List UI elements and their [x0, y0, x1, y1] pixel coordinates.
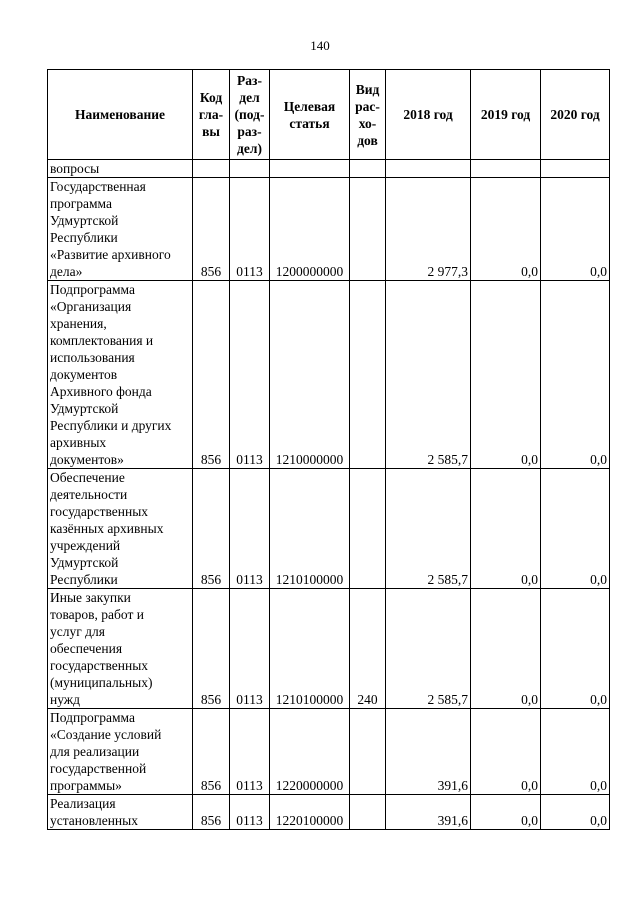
row-name-line: документов — [50, 367, 118, 382]
amount-2018-cell: 2 977,3 — [386, 178, 471, 281]
row-name-cell — [48, 589, 193, 709]
row-name-line: дела» — [50, 264, 83, 279]
amount-2019-cell: 0,0 — [471, 589, 541, 709]
row-name-cell — [48, 709, 193, 795]
table-body — [48, 160, 610, 830]
row-name-line: Реализация — [50, 796, 116, 811]
header-section: Раз- дел (под- раз- дел) — [230, 70, 270, 160]
row-name-line: «Создание условий — [50, 727, 162, 742]
row-name-line: Обеспечение — [50, 470, 125, 485]
row-name-line: комплектования и — [50, 333, 154, 348]
row-name-line: государственных — [50, 658, 149, 673]
row-name-line: Удмуртской — [50, 555, 119, 570]
row-name-line: вопросы — [50, 161, 100, 176]
chapter-code-cell: 856 — [193, 795, 230, 830]
row-name-line: Подпрограмма — [50, 710, 135, 725]
amount-2018-cell: 2 585,7 — [386, 589, 471, 709]
target-item-cell: 1220000000 — [270, 709, 350, 795]
amount-2019-cell: 0,0 — [471, 178, 541, 281]
row-name-line: Государственная — [50, 179, 146, 194]
amount-2018-cell: 391,6 — [386, 795, 471, 830]
amount-2020-cell: 0,0 — [541, 281, 610, 469]
row-name-line: архивных — [50, 435, 107, 450]
row-name-line: казённых архивных — [50, 521, 164, 536]
section-cell: 0113 — [230, 589, 270, 709]
section-cell: 0113 — [230, 795, 270, 830]
expense-type-cell — [350, 709, 386, 795]
chapter-code-cell: 856 — [193, 709, 230, 795]
amount-2020-cell: 0,0 — [541, 795, 610, 830]
section-cell: 0113 — [230, 709, 270, 795]
target-item-cell: 1210100000 — [270, 469, 350, 589]
row-name-cell — [48, 469, 193, 589]
amount-2018-cell: 391,6 — [386, 709, 471, 795]
row-name-line: программа — [50, 196, 112, 211]
table-row — [48, 160, 610, 178]
expense-type-cell — [350, 160, 386, 178]
table-row — [48, 795, 610, 830]
row-name-line: (муниципальных) — [50, 675, 153, 690]
table-row — [48, 178, 610, 281]
chapter-code-cell: 856 — [193, 589, 230, 709]
row-name-line: Подпрограмма — [50, 282, 135, 297]
header-target-item: Целевая статья — [270, 70, 350, 160]
amount-2018-cell — [386, 160, 471, 178]
row-name-line: Удмуртской — [50, 213, 119, 228]
row-name-line: государственных — [50, 504, 149, 519]
header-name: Наименование — [48, 70, 193, 160]
header-2018: 2018 год — [386, 70, 471, 160]
amount-2019-cell: 0,0 — [471, 795, 541, 830]
expense-type-cell — [350, 795, 386, 830]
amount-2018-cell: 2 585,7 — [386, 469, 471, 589]
header-2019: 2019 год — [471, 70, 541, 160]
row-name-line: учреждений — [50, 538, 121, 553]
section-cell: 0113 — [230, 281, 270, 469]
row-name-cell — [48, 160, 193, 178]
chapter-code-cell: 856 — [193, 469, 230, 589]
target-item-cell — [270, 160, 350, 178]
row-name-line: обеспечения — [50, 641, 123, 656]
expense-type-cell — [350, 281, 386, 469]
chapter-code-cell: 856 — [193, 281, 230, 469]
section-cell: 0113 — [230, 178, 270, 281]
row-name-cell — [48, 178, 193, 281]
target-item-cell: 1210000000 — [270, 281, 350, 469]
expense-type-cell — [350, 178, 386, 281]
table-row — [48, 589, 610, 709]
row-name-line: Иные закупки — [50, 590, 131, 605]
section-cell: 0113 — [230, 469, 270, 589]
header-2020: 2020 год — [541, 70, 610, 160]
row-name-line: Республики — [50, 572, 118, 587]
row-name-line: Республики и других — [50, 418, 172, 433]
row-name-line: Архивного фонда — [50, 384, 152, 399]
row-name-line: «Организация — [50, 299, 132, 314]
header-chapter-code: Код гла- вы — [193, 70, 230, 160]
chapter-code-cell — [193, 160, 230, 178]
expense-type-cell — [350, 469, 386, 589]
row-name-line: «Развитие архивного — [50, 247, 171, 262]
amount-2019-cell: 0,0 — [471, 469, 541, 589]
table-row — [48, 469, 610, 589]
row-name-cell — [48, 795, 193, 830]
row-name-line: нужд — [50, 692, 80, 707]
row-name-line: товаров, работ и — [50, 607, 144, 622]
budget-table — [47, 69, 610, 830]
amount-2020-cell: 0,0 — [541, 709, 610, 795]
row-name-line: Удмуртской — [50, 401, 119, 416]
target-item-cell: 1220100000 — [270, 795, 350, 830]
amount-2019-cell: 0,0 — [471, 709, 541, 795]
amount-2018-cell: 2 585,7 — [386, 281, 471, 469]
row-name-line: деятельности — [50, 487, 128, 502]
amount-2020-cell: 0,0 — [541, 589, 610, 709]
page-number: 140 — [310, 38, 330, 53]
header-expense-type: Вид рас- хо- дов — [350, 70, 386, 160]
row-name-line: использования — [50, 350, 135, 365]
row-name-line: государственной — [50, 761, 147, 776]
row-name-line: установленных — [50, 813, 138, 828]
target-item-cell: 1200000000 — [270, 178, 350, 281]
chapter-code-cell: 856 — [193, 178, 230, 281]
table-row — [48, 281, 610, 469]
row-name-line: услуг для — [50, 624, 105, 639]
amount-2020-cell: 0,0 — [541, 178, 610, 281]
amount-2020-cell: 0,0 — [541, 469, 610, 589]
amount-2019-cell: 0,0 — [471, 281, 541, 469]
row-name-line: хранения, — [50, 316, 107, 331]
table-row — [48, 709, 610, 795]
row-name-line: Республики — [50, 230, 118, 245]
row-name-line: документов» — [50, 452, 124, 467]
amount-2020-cell — [541, 160, 610, 178]
expense-type-cell: 240 — [350, 589, 386, 709]
amount-2019-cell — [471, 160, 541, 178]
row-name-cell — [48, 281, 193, 469]
section-cell — [230, 160, 270, 178]
table-header-row — [48, 70, 610, 160]
target-item-cell: 1210100000 — [270, 589, 350, 709]
row-name-line: для реализации — [50, 744, 140, 759]
row-name-line: программы» — [50, 778, 122, 793]
